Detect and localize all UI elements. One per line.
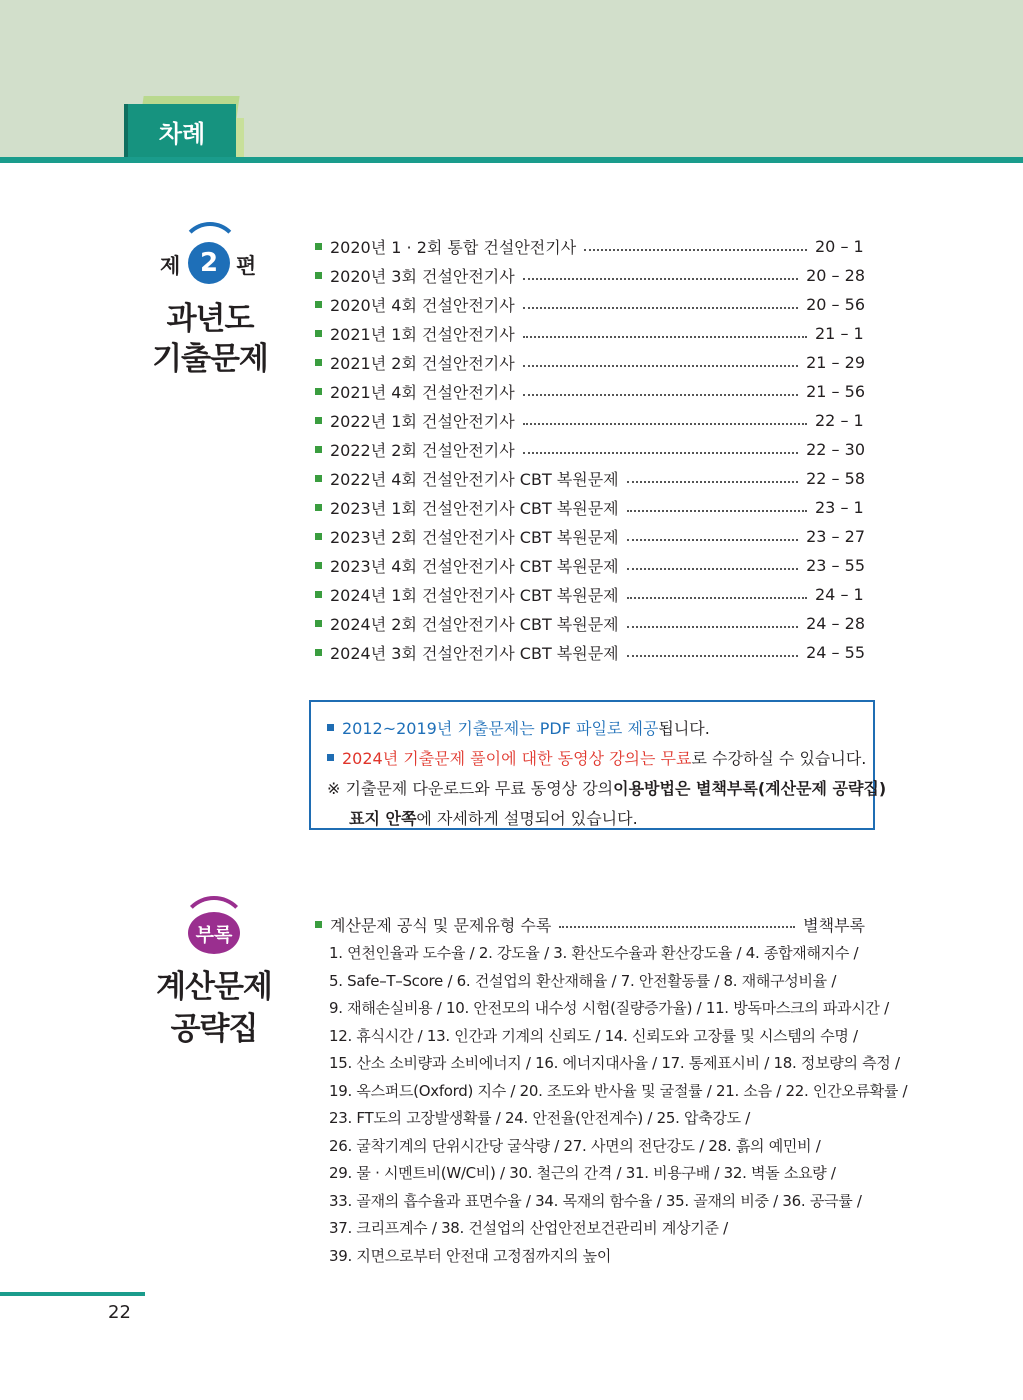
bullet-icon bbox=[315, 620, 322, 627]
toc-list bbox=[315, 232, 865, 667]
appendix-formula-line: 19. 옥스퍼드(Oxford) 지수 / 20. 조도와 반사율 및 굴절률 / 21. 소음 / 22. 인간오류확률 / bbox=[329, 1081, 908, 1100]
leader-dots bbox=[627, 597, 807, 599]
toc-entry-page: 20 – 56 bbox=[806, 295, 865, 314]
toc-entry-title: 2024년 1회 건설안전기사 CBT 복원문제 bbox=[330, 586, 619, 605]
page-number: 22 bbox=[108, 1302, 131, 1323]
leader-dots bbox=[627, 539, 798, 541]
notice-bullet bbox=[327, 754, 334, 761]
toc-entry-page: 21 – 56 bbox=[806, 382, 865, 401]
appendix-heading-page: 별책부록 bbox=[803, 915, 865, 935]
appendix-heading: 계산문제 공식 및 문제유형 수록 bbox=[330, 915, 552, 935]
appendix-formula-line: 39. 지면으로부터 안전대 고정점까지의 높이 bbox=[329, 1246, 612, 1265]
part-title-line2: 기출문제 bbox=[152, 341, 268, 377]
leader-dots bbox=[523, 365, 798, 367]
toc-entry-page: 23 – 55 bbox=[806, 556, 865, 575]
toc-entry bbox=[315, 232, 865, 261]
part-suffix: 편 bbox=[236, 254, 257, 278]
toc-entry bbox=[315, 261, 865, 290]
leader-dots bbox=[523, 307, 798, 309]
toc-entry-page: 24 – 55 bbox=[806, 643, 865, 662]
appendix-title-line1: 계산문제 bbox=[156, 969, 272, 1005]
bullet-icon bbox=[315, 359, 322, 366]
toc-entry-title: 2023년 1회 건설안전기사 CBT 복원문제 bbox=[330, 499, 619, 518]
toc-entry bbox=[315, 580, 865, 609]
notice-free-lecture-rest: 로 수강하실 수 있습니다. bbox=[691, 748, 867, 768]
appendix-formula-line: 15. 산소 소비량과 소비에너지 / 16. 에너지대사율 / 17. 통제표시비 / 18. 정보량의 측정 / bbox=[329, 1054, 900, 1072]
toc-entry bbox=[315, 377, 865, 406]
bullet-icon bbox=[315, 243, 322, 250]
bullet-icon bbox=[315, 272, 322, 279]
leader-dots bbox=[523, 336, 807, 338]
toc-entry-page: 24 – 1 bbox=[815, 585, 864, 604]
toc-entry-title: 2021년 4회 건설안전기사 bbox=[330, 383, 515, 402]
appendix-formula-line: 5. Safe–T–Score / 6. 건설업의 환산재해율 / 7. 안전활동률 / 8. 재해구성비율 / bbox=[329, 971, 837, 990]
leader-dots bbox=[627, 510, 807, 512]
appendix-formula-line: 37. 크리프계수 / 38. 건설업의 산업안전보건관리비 계상기준 / bbox=[329, 1219, 728, 1237]
bullet-icon bbox=[315, 330, 322, 337]
toc-entry bbox=[315, 493, 865, 522]
bullet-icon bbox=[315, 921, 322, 928]
leader-dots bbox=[627, 655, 798, 657]
toc-entry-page: 23 – 27 bbox=[806, 527, 865, 546]
toc-entry bbox=[315, 319, 865, 348]
notice-line-3 bbox=[327, 772, 887, 802]
part-badge bbox=[160, 236, 260, 292]
notice-cover-rest: 에 자세하게 설명되어 있습니다. bbox=[416, 808, 638, 828]
notice-download-emphasis: 이용방법은 별책부록(계산문제 공략집) bbox=[613, 778, 887, 798]
leader-dots bbox=[523, 452, 798, 454]
bullet-icon bbox=[315, 533, 322, 540]
toc-entry bbox=[315, 348, 865, 377]
appendix-title-line2: 공략집 bbox=[170, 1011, 258, 1047]
toc-entry bbox=[315, 464, 865, 493]
leader-dots bbox=[627, 481, 798, 483]
toc-entry bbox=[315, 609, 865, 638]
part-number: 2 bbox=[188, 242, 230, 284]
toc-entry-title: 2021년 1회 건설안전기사 bbox=[330, 325, 515, 344]
appendix-formula-line: 29. 물 · 시멘트비(W/C비) / 30. 철근의 간격 / 31. 비용구배 / 32. 벽돌 소요량 / bbox=[329, 1164, 836, 1182]
appendix-formula-line: 12. 휴식시간 / 13. 인간과 기계의 신뢰도 / 14. 신뢰도와 고장률 및 시스템의 수명 / bbox=[329, 1026, 858, 1045]
toc-entry-page: 23 – 1 bbox=[815, 498, 864, 517]
appendix-formula-line: 23. FT도의 고장발생확률 / 24. 안전율(안전계수) / 25. 압축강도 / bbox=[329, 1109, 750, 1127]
leader-dots bbox=[523, 423, 807, 425]
toc-entry-title: 2024년 3회 건설안전기사 CBT 복원문제 bbox=[330, 644, 619, 663]
notice-bullet bbox=[327, 724, 334, 731]
bullet-icon bbox=[315, 388, 322, 395]
toc-entry-title: 2024년 2회 건설안전기사 CBT 복원문제 bbox=[330, 615, 619, 634]
toc-entry-title: 2021년 2회 건설안전기사 bbox=[330, 354, 515, 373]
bullet-icon bbox=[315, 591, 322, 598]
toc-entry-page: 22 – 1 bbox=[815, 411, 864, 430]
toc-entry bbox=[315, 406, 865, 435]
leader-dots bbox=[627, 626, 798, 628]
bullet-icon bbox=[315, 475, 322, 482]
leader-dots bbox=[523, 394, 798, 396]
bullet-icon bbox=[315, 417, 322, 424]
notice-line-4 bbox=[327, 802, 857, 832]
leader-dots bbox=[559, 926, 795, 928]
toc-entry-page: 22 – 30 bbox=[806, 440, 865, 459]
leader-dots bbox=[627, 568, 798, 570]
part-title-line1: 과년도 bbox=[166, 301, 254, 337]
toc-entry-title: 2023년 2회 건설안전기사 CBT 복원문제 bbox=[330, 528, 619, 547]
notice-line-1 bbox=[327, 712, 857, 742]
appendix-formula-line: 26. 굴착기계의 단위시간당 굴삭량 / 27. 사면의 전단강도 / 28. 흙의 예민비 / bbox=[329, 1136, 821, 1155]
toc-entry bbox=[315, 522, 865, 551]
notice-pdf-text: 2012~2019년 기출문제는 PDF 파일로 제공 bbox=[342, 718, 659, 738]
toc-entry-title: 2022년 1회 건설안전기사 bbox=[330, 412, 515, 431]
toc-entry bbox=[315, 551, 865, 580]
toc-entry-page: 21 – 29 bbox=[806, 353, 865, 372]
appendix-formula-line: 33. 골재의 흡수율과 표면수율 / 34. 목재의 함수율 / 35. 골재의 비중 / 36. 공극률 / bbox=[329, 1191, 862, 1210]
leader-dots bbox=[584, 249, 807, 251]
toc-entry-page: 24 – 28 bbox=[806, 614, 865, 633]
bullet-icon bbox=[315, 446, 322, 453]
toc-entry-title: 2020년 3회 건설안전기사 bbox=[330, 267, 515, 286]
appendix-formula-list bbox=[329, 940, 908, 1270]
notice-download-text: ※ 기출문제 다운로드와 무료 동영상 강의 bbox=[327, 778, 614, 798]
toc-entry-title: 2022년 4회 건설안전기사 CBT 복원문제 bbox=[330, 470, 619, 489]
appendix-badge bbox=[186, 906, 242, 962]
toc-entry-title: 2020년 1 · 2회 통합 건설안전기사 bbox=[330, 238, 577, 257]
toc-entry-page: 21 – 1 bbox=[815, 324, 864, 343]
leader-dots bbox=[523, 278, 798, 280]
notice-free-lecture-text: 2024년 기출문제 풀이에 대한 동영상 강의는 무료 bbox=[342, 748, 692, 768]
toc-entry-title: 2023년 4회 건설안전기사 CBT 복원문제 bbox=[330, 557, 619, 576]
toc-entry-title: 2022년 2회 건설안전기사 bbox=[330, 441, 515, 460]
toc-entry-page: 20 – 1 bbox=[815, 237, 864, 256]
bullet-icon bbox=[315, 301, 322, 308]
appendix-formula-line: 1. 연천인율과 도수율 / 2. 강도율 / 3. 환산도수율과 환산강도율 / 4. 종합재해지수 / bbox=[329, 944, 859, 962]
contents-tab: 차례 bbox=[128, 104, 236, 158]
appendix-heading-row bbox=[315, 910, 865, 938]
bullet-icon bbox=[315, 562, 322, 569]
notice-line-2 bbox=[327, 742, 867, 772]
header-rule bbox=[0, 157, 1023, 163]
notice-cover-emphasis: 표지 안쪽 bbox=[349, 808, 417, 828]
toc-entry-title: 2020년 4회 건설안전기사 bbox=[330, 296, 515, 315]
bullet-icon bbox=[315, 504, 322, 511]
toc-entry-page: 22 – 58 bbox=[806, 469, 865, 488]
toc-entry bbox=[315, 435, 865, 464]
part-prefix: 제 bbox=[160, 254, 181, 278]
notice-box bbox=[309, 700, 887, 830]
toc-entry bbox=[315, 290, 865, 319]
toc-entry bbox=[315, 638, 865, 667]
appendix-label: 부록 bbox=[188, 912, 240, 954]
toc-entry-page: 20 – 28 bbox=[806, 266, 865, 285]
notice-pdf-rest: 됩니다. bbox=[658, 718, 710, 738]
bullet-icon bbox=[315, 649, 322, 656]
footer-rule bbox=[0, 1292, 145, 1296]
appendix-formula-line: 9. 재해손실비용 / 10. 안전모의 내수성 시험(질량증가율) / 11. 방독마스크의 파과시간 / bbox=[329, 999, 889, 1017]
